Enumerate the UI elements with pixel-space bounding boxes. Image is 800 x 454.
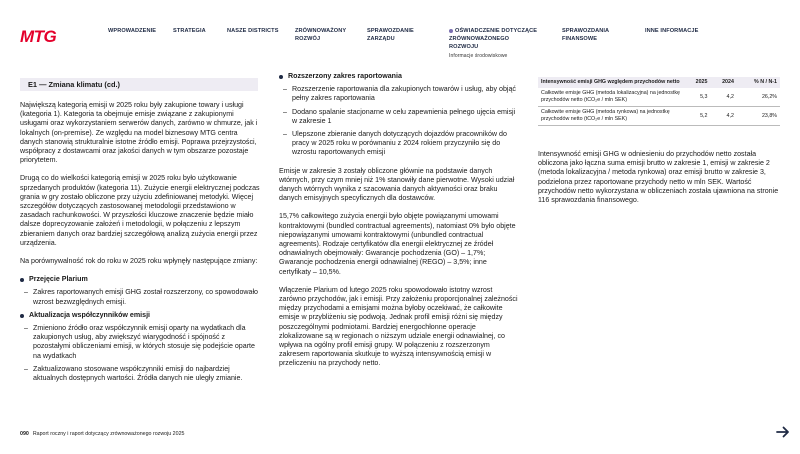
section-title: E1 — Zmiana klimatu (cd.) xyxy=(20,78,258,91)
left-paragraph-1: Największą kategorią emisji w 2025 roku były zakupione towary i usługi (kategoria 1). Kategoria ta obejmuje emisje związane z zakupionymi usługami oraz wykorzystaniem serwerów danych, zarówno w chmurze, jak i lokalnych (on-premise). Ze względu na model biznesowy MTG centra danych stanowią strukturalnie istotne źródło emisji. Poprawa przejrzystości, współpracy z dostawcami oraz jakości danych w tym obszarze pozostaje priorytetem. xyxy=(20,101,258,165)
nav-item-oswiadczenie[interactable] xyxy=(449,27,539,60)
table-cell: 26,2% xyxy=(737,88,780,107)
right-paragraph-1: Intensywność emisji GHG w odniesieniu do przychodów netto została obliczona jako łączna suma emisji brutto w zakresie 1, emisji w zakresie 2 (metoda lokalizacyjna / metoda rynkowa) oraz emisji brutto w zakresie 3, podzielona przez raportowane przychody netto w mln SEK. Wartość przychodów netto wykorzystana w obliczeniach została ujawniona na stronie 116 sprawozdania finansowego. xyxy=(538,150,779,205)
bullet-reporting-scope: Rozszerzony zakres raportowania xyxy=(279,72,519,81)
table-cell: 23,8% xyxy=(737,107,780,126)
middle-paragraph-3: Włączenie Plarium od lutego 2025 roku spowodowało istotny wzrost zarówno przychodów, jak i emisji. Przy założeniu proporcjonalnej zależności między przychodami a emisjami można byłoby oczekiwać, że całkowite emisje w przybliżeniu się podwoją. Jednak profil emisji różni się między poszczególnymi podmiotami. Bardziej energochłonne operacje zlokalizowane są w regionach o niższym udziale energii odnawialnej, co wpływa na ogólny profil emisji grupy. W połączeniu z rozszerzonym zakresem raportowania skutkuje to wyższą intensywnością emisji w przeliczeniu na przychody netto. xyxy=(279,285,518,368)
left-paragraph-3: Na porównywalność rok do roku w 2025 roku wpłynęły następujące zmiany: xyxy=(20,257,258,266)
table-cell: Całkowite emisje GHG (metoda lokalizacyjna) na jednostkę przychodów netto (tCO₂e / mln SEK) xyxy=(538,88,684,107)
table-row xyxy=(538,88,780,107)
footer-report-title: Raport roczny i raport dotyczący zrównoważonego rozwoju 2025 xyxy=(32,431,185,437)
table-cell: 5,2 xyxy=(684,107,710,126)
nav-item-inne-informacje[interactable]: INNE INFORMACJE xyxy=(645,28,699,34)
arrow-right-icon[interactable] xyxy=(776,425,790,439)
dash-item-scope-2: – Dodano spalanie stacjonarne w celu zapewnienia pełnego ujęcia emisji w zakresie 1 xyxy=(279,108,519,126)
table-header-cell: 2025 xyxy=(684,77,710,88)
middle-paragraph-1: Emisje w zakresie 3 zostały obliczone głównie na podstawie danych wtórnych, przy czym mniej niż 1% stanowiły dane pierwotne. Wysoki udział danych wtórnych wynika z szacowania danych aktywności oraz braku danych emisyjnych specyficznych dla dostawców. xyxy=(279,166,515,203)
nav-item-wprowadzenie[interactable]: WPROWADZENIE xyxy=(108,28,157,34)
mtg-logo[interactable]: MTG xyxy=(20,27,57,46)
table-cell: Całkowite emisje GHG (metoda rynkowa) na jednostkę przychodów netto (tCO₂e / mln SEK) xyxy=(538,107,684,126)
nav-item-zrownowazony-rozwoj[interactable]: ZRÓWNOWAŻONY ROZWÓJ xyxy=(295,28,347,42)
top-navigation xyxy=(0,27,800,61)
nav-item-oswiadczenie-label: OŚWIADCZENIE DOTYCZĄCE ZRÓWNOWAŻONEGO ROZWOJU xyxy=(449,28,538,50)
dash-item-plarium-1: – Zakres raportowanych emisji GHG został rozszerzony, co spowodowało wzrost bezwzględnych emisji. xyxy=(20,288,260,306)
dash-item-scope-1: – Rozszerzenie raportowania dla zakupionych towarów i usług, aby objąć pełny zakres raportowania xyxy=(279,85,519,103)
ghg-intensity-table xyxy=(538,77,780,126)
table-header-cell: % N / N-1 xyxy=(737,77,780,88)
dash-item-scope-3: – Ulepszone zbieranie danych dotyczących dojazdów pracowników do pracy w 2025 roku w porównaniu z 2024 rokiem przyczyniło się do wzrostu raportowanych emisji xyxy=(279,130,519,158)
middle-paragraph-2: 15,7% całkowitego zużycia energii było objęte powiązanymi umowami kontraktowymi (bundled contractual agreements), natomiast 0% było objęte niepowiązanymi umowami kontraktowymi (unbundled contractual agreements). Rodzaje certyfikatów dla energii elektrycznej ze źródeł odnawialnych obejmowały: Gwarancje pochodzenia (GO) – 1,7%; Gwarancje pochodzenia energii odnawialnej (REGO) – 3,5%; inne certyfikaty – 10,5%. xyxy=(279,212,516,276)
nav-item-strategia[interactable]: STRATEGIA xyxy=(173,28,206,34)
nav-active-dot-icon xyxy=(449,29,453,33)
table-cell: 5,3 xyxy=(684,88,710,107)
table-row xyxy=(538,107,780,126)
table-header-cell: 2024 xyxy=(710,77,736,88)
right-column xyxy=(538,150,780,214)
nav-item-nasze-districts[interactable]: NASZE DISTRICTS xyxy=(227,28,279,34)
nav-item-oswiadczenie-sub: Informacje środowiskowe xyxy=(449,53,508,59)
left-column xyxy=(20,101,260,387)
bullet-emission-factors: Aktualizacja współczynników emisji xyxy=(20,311,260,320)
page-number: 090 xyxy=(20,431,29,437)
bullet-plarium: Przejęcie Plarium xyxy=(20,275,260,284)
table-header-cell: Intensywność emisji GHG względem przychodów netto xyxy=(538,77,684,88)
dash-item-factors-1: – Zmieniono źródło oraz współczynnik emisji oparty na wydatkach dla zakupionych usług, aby zwiększyć wiarygodność i spójność z pozostałymi obliczeniami emisji, w których stosuje się podejście oparte na wydatkach xyxy=(20,324,260,361)
left-paragraph-2: Drugą co do wielkości kategorią emisji w 2025 roku było użytkowanie sprzedanych produktów (kategoria 11). Zużycie energii elektrycznej podczas grania w gry zostało obliczone przy użyciu zdefiniowanej metodyki. Więcej szczegółów dotyczących zastosowanej metodologii przedstawiono w zasadach rachunkowości. W przyszłości kluczowe znaczenie będzie miało dalsze doprecyzowanie założeń i metodologii, w połączeniu z lepszym zbieraniem danych oraz bardziej szczegółową analizą zużycia energii przez urządzenia. xyxy=(20,174,260,247)
page-footer xyxy=(20,431,184,437)
nav-item-sprawozdanie-zarzadu[interactable]: SPRAWOZDANIE ZARZĄDU xyxy=(367,28,414,42)
middle-column xyxy=(279,72,519,378)
table-cell: 4,2 xyxy=(710,107,736,126)
nav-item-sprawozdania-finansowe[interactable]: SPRAWOZDANIA FINANSOWE xyxy=(562,28,609,42)
table-header-row xyxy=(538,77,780,88)
table-cell: 4,2 xyxy=(710,88,736,107)
dash-item-factors-2: – Zaktualizowano stosowane współczynniki emisji do najbardziej aktualnych dostępnych wartości. Źródła danych nie uległy zmianie. xyxy=(20,365,260,383)
